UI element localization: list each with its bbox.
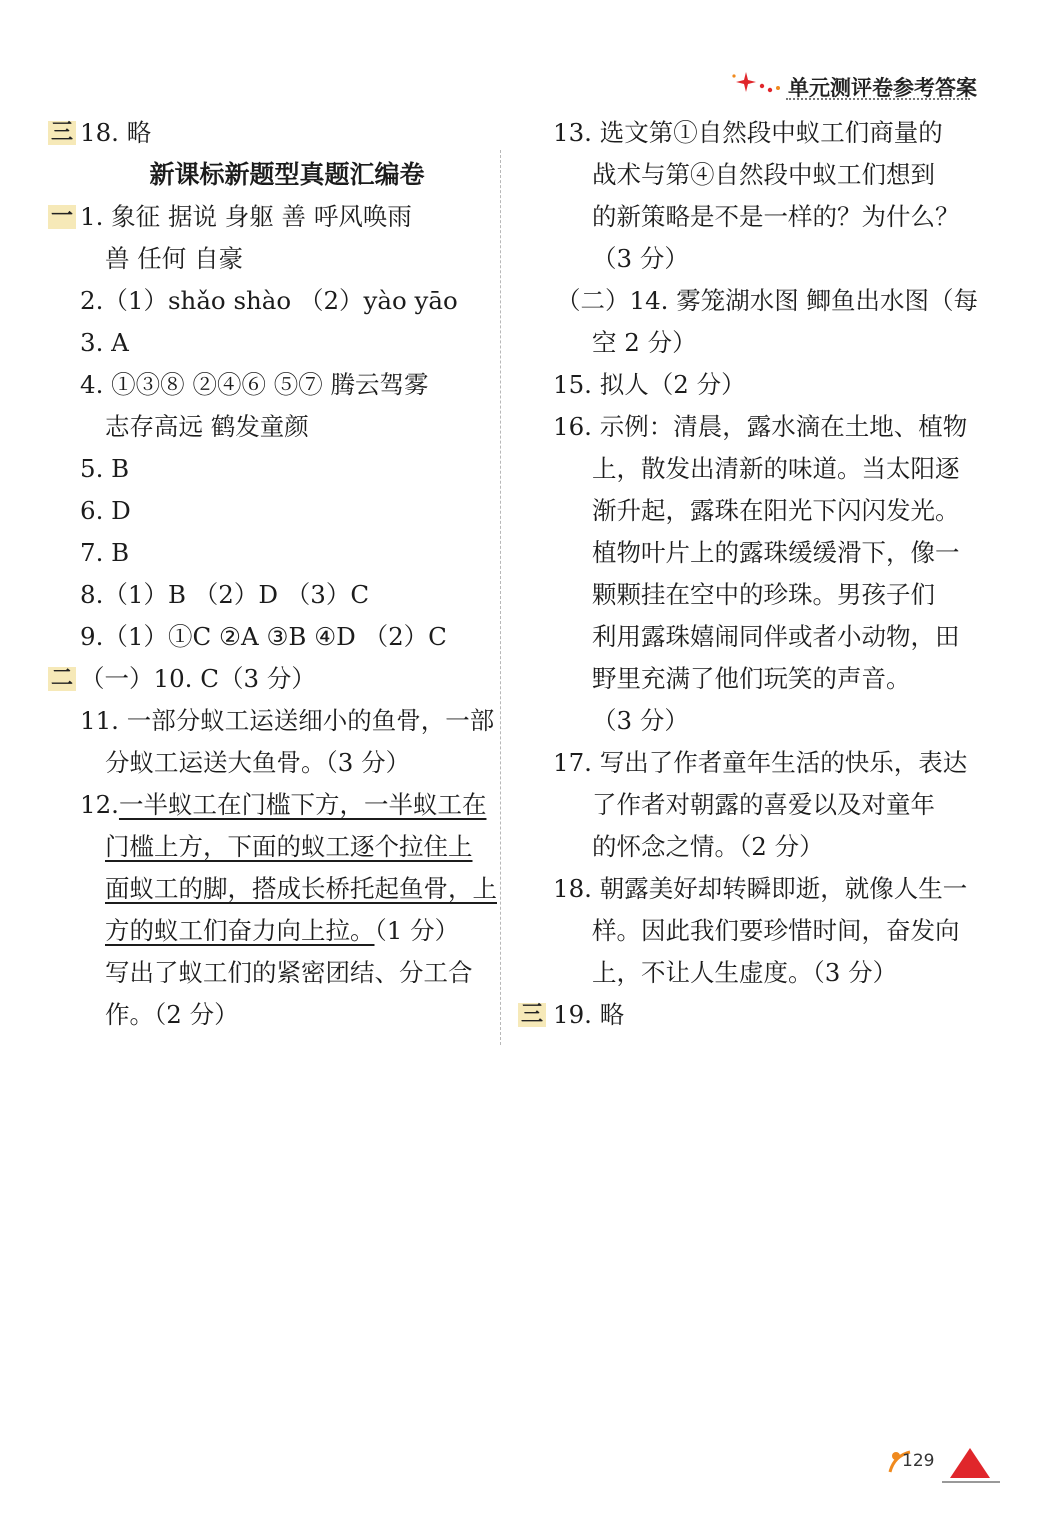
section-mark: 三	[48, 121, 76, 145]
answer-line: 空 2 分）	[592, 328, 697, 357]
answer-line: 写出了蚁工们的紧密团结、分工合	[105, 958, 473, 987]
section-mark: 三	[518, 1003, 546, 1027]
underlined-text: 方的蚁工们奋力向上拉。	[105, 916, 375, 945]
answer-line: 12.一半蚁工在门槛下方，一半蚁工在	[80, 790, 487, 819]
answer-line: 5. B	[80, 454, 130, 483]
answer-line	[48, 868, 496, 910]
answer-line: 了作者对朝露的喜爱以及对童年	[592, 790, 935, 819]
answer-line: 15. 拟人（2 分）	[553, 370, 746, 399]
page-number: 129	[902, 1451, 935, 1471]
answer-line: 野里充满了他们玩笑的声音。	[592, 664, 911, 693]
answer-line: 11. 一部分蚁工运送细小的鱼骨，一部	[80, 706, 495, 735]
answer-line: 样。因此我们要珍惜时间，奋发向	[592, 916, 960, 945]
answer-line: 的新策略是不是一样的？为什么？	[592, 202, 960, 231]
answer-line: 渐升起，露珠在阳光下闪闪发光。	[592, 496, 960, 525]
answer-line: 分蚁工运送大鱼骨。（3 分）	[105, 748, 411, 777]
header-rule	[786, 98, 970, 100]
answer-line: 18. 朝露美好却转瞬即逝，就像人生一	[553, 874, 968, 903]
underlined-text: 一半蚁工在门槛下方，一半蚁工在	[118, 790, 487, 819]
answer-line	[48, 826, 496, 868]
sparkle-icon	[730, 68, 790, 98]
answer-line: 9.（1）①C ②A ③B ④D （2）C	[80, 622, 447, 651]
answer-line: 利用露珠嬉闹同伴或者小动物，田	[592, 622, 960, 651]
answer-line: 的怀念之情。（2 分）	[592, 832, 824, 861]
answer-line: 颗颗挂在空中的珍珠。男孩子们	[592, 580, 935, 609]
column-divider	[500, 150, 501, 1045]
answer-line: 一 1. 象征 据说 身躯 善 呼风唤雨	[48, 196, 496, 238]
answer-line: （3 分）	[592, 244, 689, 273]
section-mark: 二	[48, 667, 76, 691]
underlined-text: 门槛上方，下面的蚁工逐个拉住上	[105, 832, 473, 861]
underlined-text: 面蚁工的脚，搭成长桥托起鱼骨，上	[105, 874, 497, 903]
answer-line: 17. 写出了作者童年生活的快乐，表达	[553, 748, 968, 777]
answer-line: 4. ①③⑧ ②④⑥ ⑤⑦ 腾云驾雾	[80, 370, 429, 399]
answer-line: 6. D	[80, 496, 131, 525]
answer-line: 8.（1）B （2）D （3）C	[80, 580, 370, 609]
header-title: 单元测评卷参考答案	[788, 76, 977, 100]
page-footer	[880, 1442, 1050, 1512]
answer-line: 三 18. 略	[48, 112, 496, 154]
answer-line: 上，不让人生虚度。（3 分）	[592, 958, 898, 987]
answer-line: 作。（2 分）	[105, 1000, 239, 1029]
left-column	[48, 112, 496, 1036]
answer-line: 16. 示例：清晨，露水滴在土地、植物	[553, 412, 968, 441]
page-header	[730, 68, 977, 102]
answer-line: 13. 选文第①自然段中蚁工们商量的	[553, 118, 943, 147]
answer-line: 上，散发出清新的味道。当太阳逐	[592, 454, 960, 483]
exam-title: 新课标新题型真题汇编卷	[149, 160, 425, 189]
answer-line: 7. B	[80, 538, 130, 567]
answer-line: （二）14. 雾笼湖水图 鲫鱼出水图（每	[556, 286, 979, 315]
answer-line: 二 （一）10. C（3 分）	[48, 658, 496, 700]
answer-line: 植物叶片上的露珠缓缓滑下，像一	[592, 538, 960, 567]
answer-line: 三 19. 略	[518, 994, 978, 1036]
answer-line: 3. A	[80, 328, 129, 357]
answer-line: 志存高远 鹤发童颜	[105, 412, 309, 441]
answer-line: 2.（1）shǎo shào （2）yào yāo	[80, 286, 458, 315]
answer-line: 兽 任何 自豪	[105, 244, 244, 273]
answer-line: （3 分）	[592, 706, 689, 735]
answer-line: 战术与第④自然段中蚁工们想到	[592, 160, 935, 189]
right-column	[518, 112, 978, 1036]
section-mark: 一	[48, 205, 76, 229]
answer-line: 方的蚁工们奋力向上拉。（1 分）	[105, 916, 460, 945]
